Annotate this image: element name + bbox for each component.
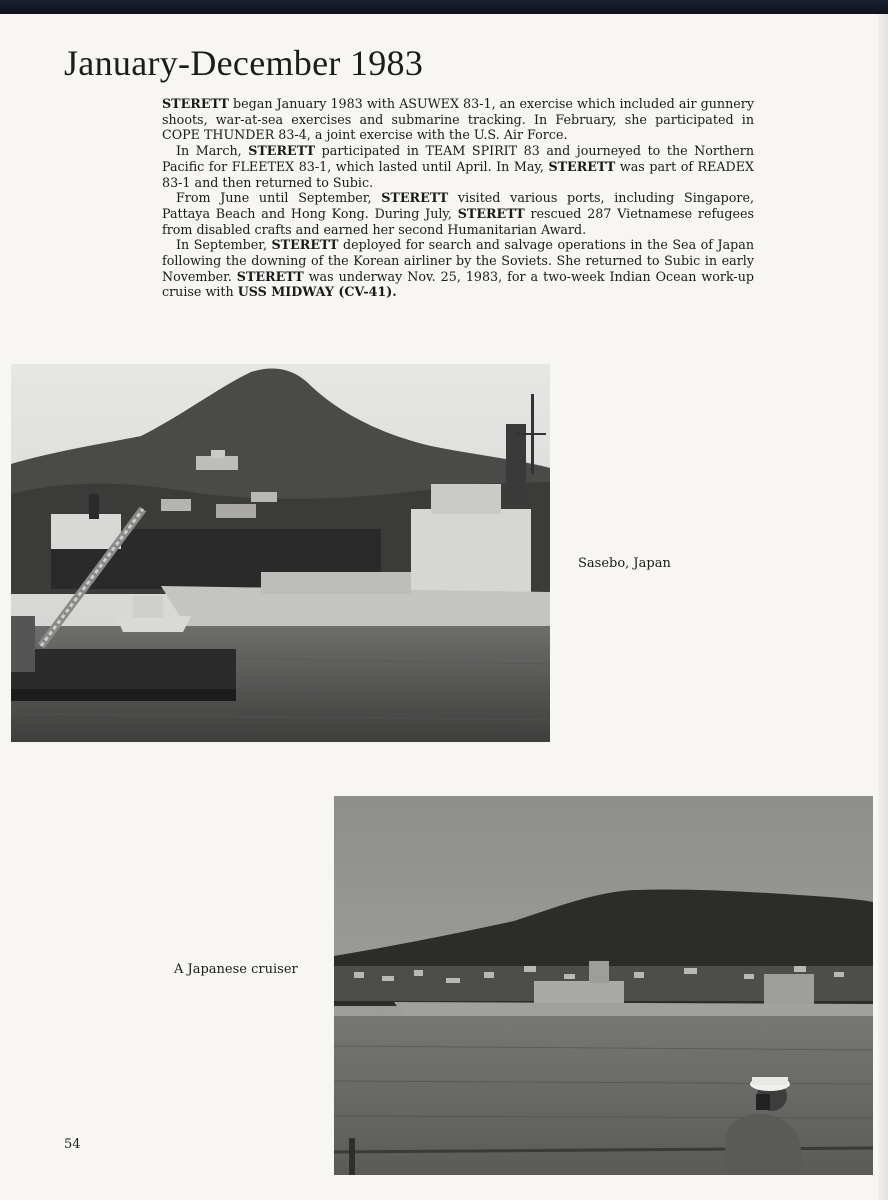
- body-paragraph: [162, 237, 754, 300]
- body-text: [162, 96, 754, 300]
- text-run: was part of READEX 83-1 and then returned to Subic.: [162, 158, 754, 190]
- bold-run: STERETT: [271, 237, 339, 253]
- body-paragraph: [162, 190, 754, 237]
- text-run: From June until September,: [176, 190, 382, 206]
- japanese-cruiser-photo: [334, 796, 873, 1175]
- page-edge-shadow: [878, 14, 888, 1200]
- bold-run: STERETT: [457, 205, 525, 221]
- text-run: visited various ports, including Singapore, Pattaya Beach and Hong Kong. During July,: [162, 190, 754, 221]
- page-title: January-December 1983: [64, 43, 424, 83]
- text-run: rescued 287 Vietnamese refugees from disabled crafts and earned her second Humanitarian Award.: [162, 205, 754, 237]
- bold-run: STERETT: [236, 268, 304, 284]
- photo-caption-sasebo: Sasebo, Japan: [578, 556, 671, 571]
- body-paragraph: [162, 143, 754, 190]
- sasebo-photo: [11, 364, 550, 742]
- bold-run: STERETT: [548, 158, 616, 174]
- page-top-band: [0, 0, 888, 14]
- body-paragraph: [162, 96, 754, 143]
- text-run: began January 1983 with ASUWEX 83-1, an exercise which included air gunnery shoots, war-at-sea exercises and submarine tracking. In February, she participated in COPE THUNDER 83-4, a joint exercise with the U.S. Air Force.: [162, 96, 754, 143]
- bold-run: USS MIDWAY (CV-41).: [237, 284, 397, 300]
- bold-run: STERETT: [162, 96, 229, 111]
- text-run: In March,: [176, 143, 249, 159]
- bold-run: STERETT: [248, 143, 316, 159]
- page-number: 54: [64, 1137, 81, 1152]
- text-run: In September,: [176, 237, 272, 253]
- text-run: deployed for search and salvage operations in the Sea of Japan following the downing of the Korean airliner by the Soviets. She returned to Subic in early November.: [162, 237, 755, 284]
- text-run: participated in TEAM SPIRIT 83 and journeyed to the Northern Pacific for FLEETEX 83-1, which lasted until April. In May,: [162, 143, 755, 174]
- photo-caption-cruiser: A Japanese cruiser: [174, 962, 298, 977]
- text-run: was underway Nov. 25, 1983, for a two-week Indian Ocean work-up cruise with: [162, 268, 754, 300]
- bold-run: STERETT: [381, 190, 449, 206]
